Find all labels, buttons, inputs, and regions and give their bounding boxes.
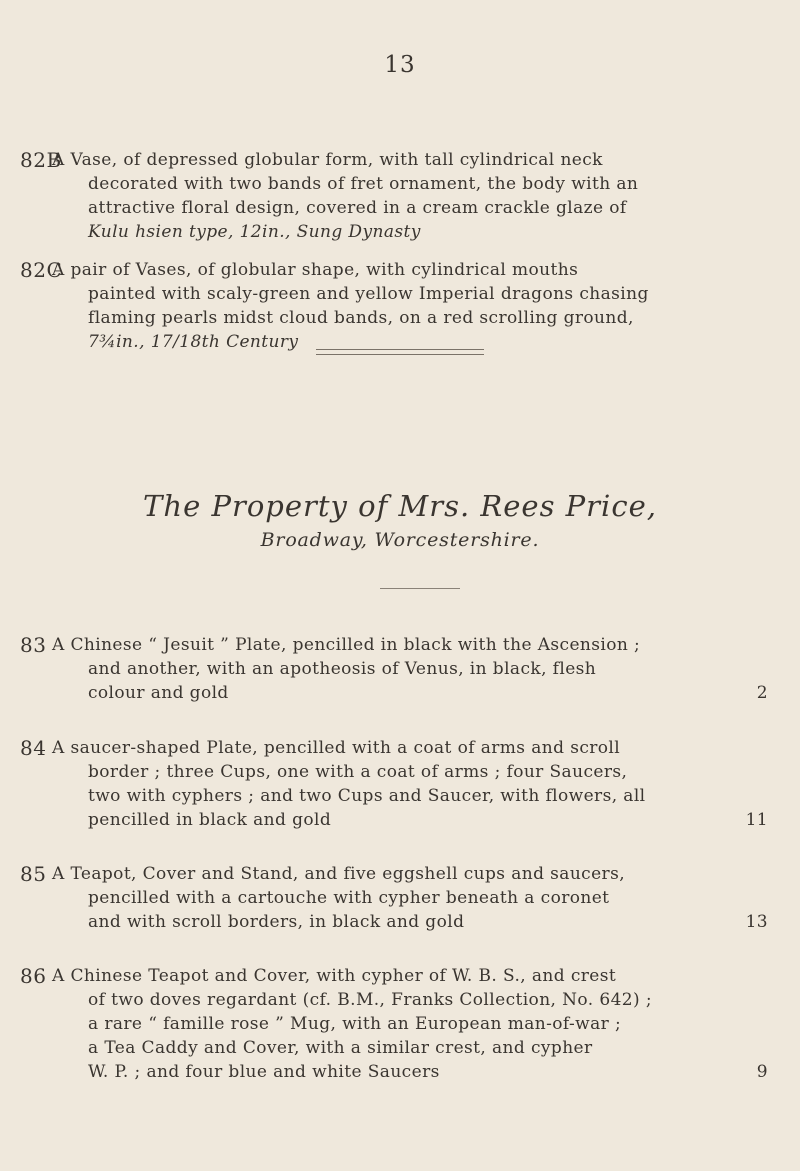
lot-number: 85: [20, 862, 47, 886]
item-count: 13: [745, 912, 768, 932]
entry-last-line: [88, 1060, 768, 1084]
entry-line: of two doves regardant (cf. B.M., Franks Collection, No. 642) ;: [88, 990, 652, 1010]
item-count: 9: [756, 1062, 768, 1082]
entry-line: painted with scaly-green and yellow Imperial dragons chasing: [88, 284, 649, 304]
section-subheading: Broadway, Worcestershire.: [260, 529, 540, 551]
entry-line: attractive floral design, covered in a cream crackle glaze of: [88, 198, 627, 218]
entry-line: A Chinese “ Jesuit ” Plate, pencilled in black with the Ascension ;: [52, 635, 641, 655]
item-count: 11: [745, 810, 768, 830]
entry-description: [52, 736, 768, 832]
entry-line: a Tea Caddy and Cover, with a similar crest, and cypher: [88, 1038, 593, 1058]
entry-description: [52, 258, 768, 354]
entry-line: A Vase, of depressed globular form, with tall cylindrical neck: [52, 150, 603, 170]
page-number: 13: [384, 52, 416, 78]
entry-line: A pair of Vases, of globular shape, with cylindrical mouths: [52, 260, 579, 280]
entry-line: and with scroll borders, in black and gold: [88, 912, 465, 932]
entry-last-line: [88, 808, 768, 832]
entry-line: flaming pearls midst cloud bands, on a red scrolling ground,: [88, 308, 634, 328]
lot-number: 86: [20, 964, 47, 988]
entry-last-line: [88, 910, 768, 934]
section-heading: The Property of Mrs. Rees Price,: [143, 489, 657, 523]
entry-line: decorated with two bands of fret ornament, the body with an: [88, 174, 639, 194]
short-rule-divider: [380, 588, 460, 589]
entry-line: A saucer-shaped Plate, pencilled with a coat of arms and scroll: [52, 738, 621, 758]
lot-number: 84: [20, 736, 47, 760]
entry-line: pencilled in black and gold: [88, 810, 332, 830]
entry-line: W. P. ; and four blue and white Saucers: [88, 1062, 440, 1082]
entry-description: [52, 633, 768, 705]
entry-line: colour and gold: [88, 683, 229, 703]
entry-description: [52, 148, 768, 244]
entry-line: and another, with an apotheosis of Venus, in black, flesh: [88, 659, 597, 679]
entry-last-line: [88, 681, 768, 705]
entry-line: two with cyphers ; and two Cups and Saucer, with flowers, all: [88, 786, 646, 806]
lot-number: 82C: [20, 258, 63, 282]
entry-line: border ; three Cups, one with a coat of arms ; four Saucers,: [88, 762, 628, 782]
double-rule-divider: [316, 349, 484, 355]
lot-number: 83: [20, 633, 47, 657]
item-count: 2: [756, 683, 768, 703]
entry-line: Kulu hsien type, 12in., Sung Dynasty: [88, 222, 421, 242]
entry-description: [52, 964, 768, 1084]
entry-line: A Chinese Teapot and Cover, with cypher of W. B. S., and crest: [52, 966, 617, 986]
entry-line: a rare “ famille rose ” Mug, with an European man-of-war ;: [88, 1014, 622, 1034]
lot-number: 82B: [20, 148, 62, 172]
entry-description: [52, 862, 768, 934]
entry-line: 7¾in., 17/18th Century: [88, 332, 299, 352]
entry-line: A Teapot, Cover and Stand, and five eggshell cups and saucers,: [52, 864, 626, 884]
entry-line: pencilled with a cartouche with cypher beneath a coronet: [88, 888, 610, 908]
